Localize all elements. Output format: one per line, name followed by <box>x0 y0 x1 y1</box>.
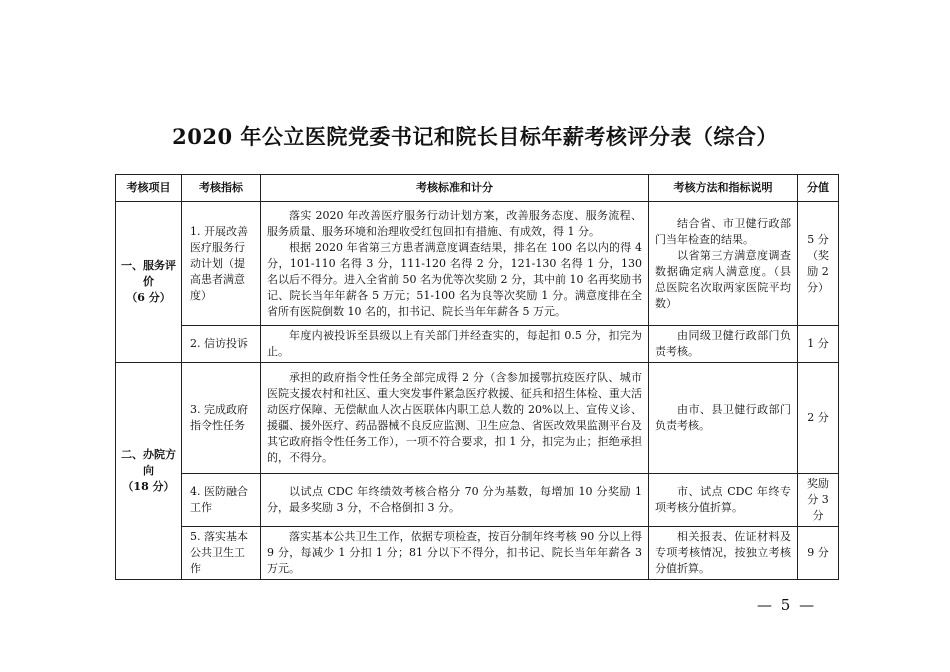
header-category: 考核项目 <box>116 175 182 202</box>
category-hospital-direction <box>116 363 182 580</box>
page-title: 2020 年公立医院党委书记和院长目标年薪考核评分表（综合） <box>172 124 778 149</box>
method-cell <box>649 363 798 474</box>
standard-paragraph: 以试点 CDC 年终绩效考核合格分 70 分为基数，每增加 10 分奖励 1 分，最多奖励 3 分，不合格倒扣 3 分。 <box>267 485 642 514</box>
standard-paragraph: 落实基本公共卫生工作，依据专项检查，按百分制年终考核 90 分以上得 9 分，每减少 1 分扣 1 分；81 分以下不得分，扣书记、院长当年年薪各 3 万元。 <box>267 530 642 575</box>
table-header-row <box>116 175 839 202</box>
header-method: 考核方法和指标说明 <box>649 175 798 202</box>
method-cell <box>649 202 798 326</box>
indicator-cell: 2. 信访投诉 <box>182 326 261 363</box>
method-cell <box>649 527 798 580</box>
header-standard: 考核标准和计分 <box>261 175 649 202</box>
method-cell <box>649 474 798 527</box>
standard-paragraph: 落实 2020 年改善医疗服务行动计划方案，改善服务态度、服务流程、服务质量、服务环境和治理收受红包回扣有措施、有成效，得 1 分。 <box>267 208 642 238</box>
points-cell: 1 分 <box>798 326 839 363</box>
indicator-cell: 3. 完成政府指令性任务 <box>182 363 261 474</box>
table-row <box>116 363 839 474</box>
points-cell: 奖励分 3 分 <box>798 474 839 527</box>
header-indicator: 考核指标 <box>182 175 261 202</box>
indicator-cell: 4. 医防融合工作 <box>182 474 261 527</box>
category-service-evaluation <box>116 202 182 363</box>
scoring-table <box>115 174 839 580</box>
method-paragraph: 结合省、市卫健行政部门当年检查的结果。 <box>655 216 791 246</box>
method-paragraph: 相关报表、佐证材料及专项考核情况，按独立考核分值折算。 <box>655 530 791 575</box>
points-cell: 5 分（奖励 2 分） <box>798 202 839 326</box>
table-row <box>116 326 839 363</box>
method-cell <box>649 326 798 363</box>
category-points: （18 分） <box>122 480 175 493</box>
standard-cell <box>261 474 649 527</box>
category-label: 一、服务评价 <box>121 259 176 288</box>
standard-cell <box>261 527 649 580</box>
method-paragraph: 市、试点 CDC 年终专项考核分值折算。 <box>655 485 791 514</box>
page-number: — 5 — <box>757 596 817 614</box>
points-cell: 2 分 <box>798 363 839 474</box>
method-paragraph: 由同级卫健行政部门负责考核。 <box>655 329 791 358</box>
category-label: 二、办院方向 <box>121 448 176 477</box>
method-paragraph: 由市、县卫健行政部门负责考核。 <box>655 403 791 432</box>
table-row <box>116 202 839 326</box>
standard-paragraph: 年度内被投诉至县级以上有关部门并经查实的，每起扣 0.5 分，扣完为止。 <box>267 329 642 358</box>
header-points: 分值 <box>798 175 839 202</box>
standard-cell <box>261 202 649 326</box>
points-cell: 9 分 <box>798 527 839 580</box>
category-points: （6 分） <box>126 291 171 304</box>
indicator-cell: 5. 落实基本公共卫生工作 <box>182 527 261 580</box>
table-row <box>116 474 839 527</box>
standard-cell <box>261 326 649 363</box>
table-row <box>116 527 839 580</box>
method-paragraph: 以省第三方满意度调查数据确定病人满意度。（县总医院名次取两家医院平均数） <box>655 248 791 310</box>
standard-paragraph: 根据 2020 年省第三方患者满意度调查结果，排名在 100 名以内的得 4 分，101-110 名得 3 分，111-120 名得 2 分，121-130 名得 1 分，130 名以后不得分。进入全省前 50 名为优等次奖励 2 分，其中前 10 名再奖励书记、院长当年年薪各 5 万元；51-100 名为良等次奖励 1 分。满意度排在全省所有医院倒数 10 名的，扣书记、院长当年年薪各 5 万元。 <box>267 240 642 318</box>
standard-cell <box>261 363 649 474</box>
indicator-cell: 1. 开展改善医疗服务行动计划（提高患者满意度） <box>182 202 261 326</box>
standard-paragraph: 承担的政府指令性任务全部完成得 2 分（含参加援鄂抗疫医疗队、城市医院支援农村和社区、重大突发事件紧急医疗救援、征兵和招生体检、重大活动医疗保障、无偿献血人次占医联体内职工总人数的 20%以上、宣传义诊、援疆、援外医疗、药品器械不良反应监测、卫生应急、省医改效果监测平台及其它政府指令性任务工作），一项不符合要求，扣 1 分，扣完为止；拒绝承担的，不得分。 <box>267 371 642 464</box>
